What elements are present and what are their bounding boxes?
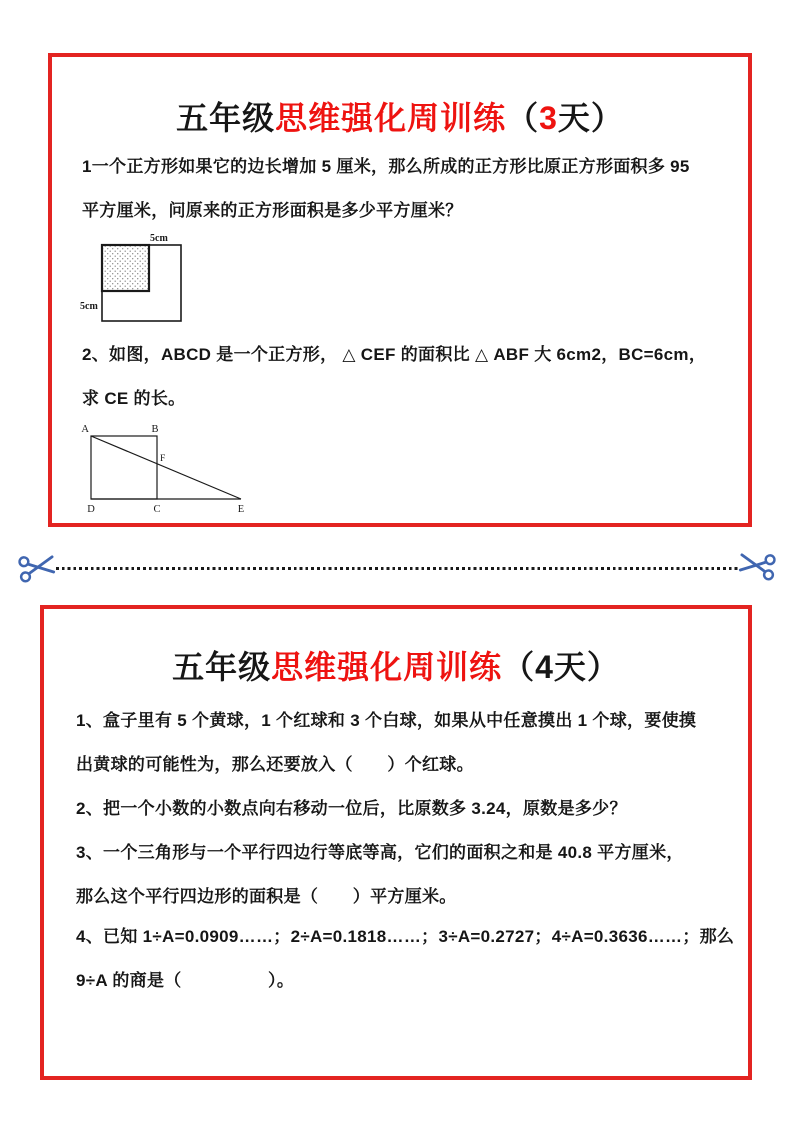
- cut-here-divider: [0, 546, 793, 588]
- scissors-icon: [736, 547, 777, 585]
- vertex-label-f: F: [160, 454, 166, 464]
- title-part: （4天）: [502, 649, 620, 685]
- problem1-line1: 1、盒子里有 5 个黄球，1 个红球和 3 个白球，如果从中任意摸出 1 个球，要使摸: [76, 711, 697, 730]
- problem4-line1: 4、已知 1÷A=0.0909……；2÷A=0.1818……；3÷A=0.2727；4÷A=0.3636……；那么: [76, 927, 735, 946]
- title-part: 五年级: [172, 649, 272, 685]
- square-enlargement-diagram: [74, 225, 234, 335]
- problem1-line2: 平方厘米，问原来的正方形面积是多少平方厘米？: [82, 201, 463, 220]
- problem2-line1: 2、如图，ABCD 是一个正方形， △ CEF 的面积比 △ ABF 大 6cm2，BC=6cm，: [82, 345, 707, 364]
- title-part: （: [506, 100, 540, 136]
- problem3-line1: 3、一个三角形与一个平行四边行等底等高，它们的面积之和是 40.8 平方厘米，: [76, 843, 684, 862]
- square-abcd-triangle-diagram: [76, 414, 256, 516]
- inner-square-shape: [102, 245, 149, 291]
- scissors-icon: [16, 549, 57, 587]
- problem1-line2: 出黄球的可能性为，那么还要放入（ ）个红球。: [76, 755, 474, 774]
- problem4-line2: 9÷A 的商是（ ）。: [76, 971, 295, 990]
- title-part: 五年级: [176, 100, 276, 136]
- worksheet-card-day3: [48, 53, 752, 527]
- vertex-label-b: B: [151, 424, 159, 435]
- problem2-line1: 2、把一个小数的小数点向右移动一位后，比原数多 3.24，原数是多少？: [76, 799, 627, 818]
- worksheet-title-day4: [44, 642, 748, 688]
- title-part: 思维强化周训练: [275, 100, 507, 136]
- dotted-cut-line: [56, 567, 740, 570]
- square-abcd-shape: [91, 436, 157, 499]
- top-length-label: 5cm: [150, 233, 168, 244]
- problem2-line2: 求 CE 的长。: [82, 389, 186, 408]
- worksheet-card-day4: [40, 605, 752, 1080]
- title-part: 思维强化周训练: [271, 649, 503, 685]
- vertex-label-a: A: [81, 424, 89, 435]
- diagonal-line-a-e: [91, 436, 241, 499]
- title-part: 3: [539, 100, 558, 136]
- problem1-line1: 1一个正方形如果它的边长增加 5 厘米，那么所成的正方形比原正方形面积多 95: [82, 157, 690, 176]
- problem3-line2: 那么这个平行四边形的面积是（ ）平方厘米。: [76, 887, 457, 906]
- vertex-label-e: E: [237, 504, 245, 515]
- left-length-label: 5cm: [80, 301, 98, 312]
- vertex-label-c: C: [153, 504, 161, 515]
- title-part: 天）: [557, 100, 624, 136]
- vertex-label-d: D: [87, 504, 95, 515]
- worksheet-title-day3: [52, 93, 748, 139]
